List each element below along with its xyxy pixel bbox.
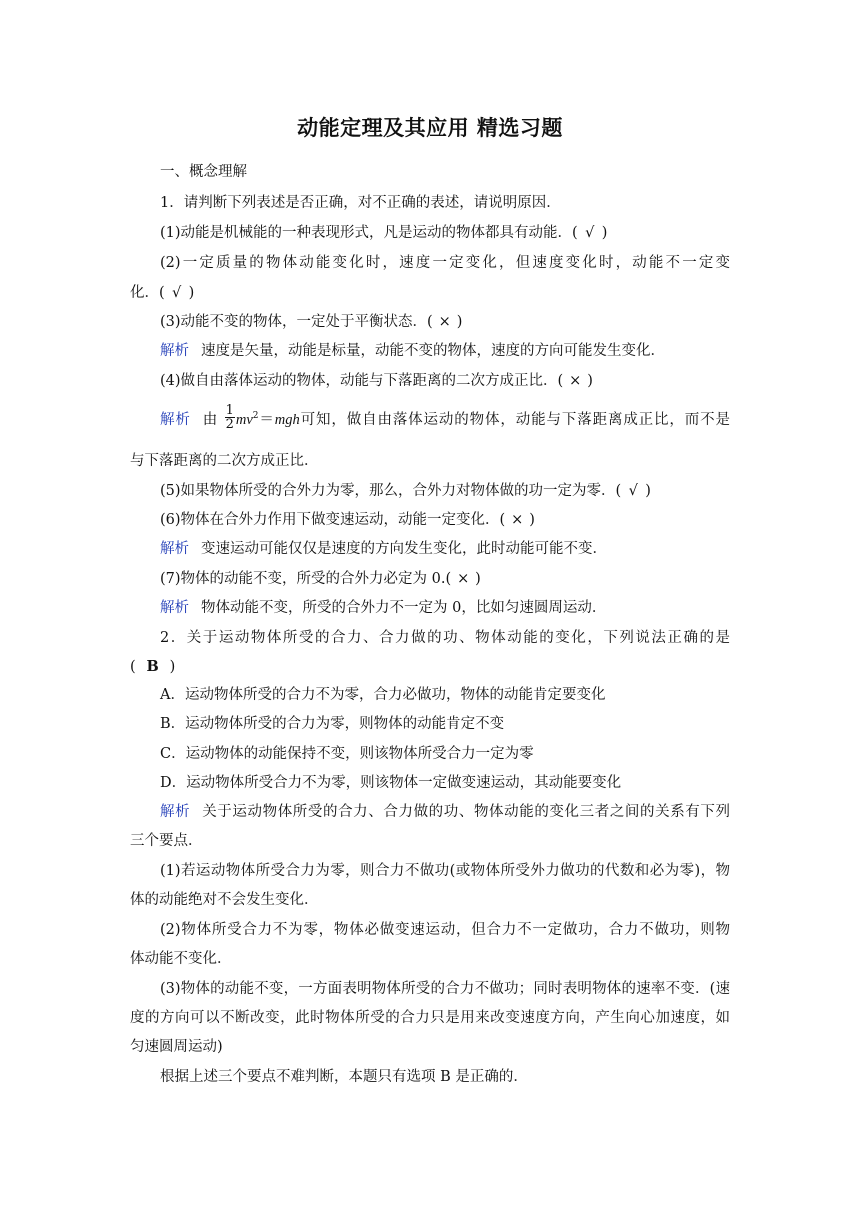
formula-equals: ＝ xyxy=(258,411,275,428)
answer-open-paren: ( xyxy=(130,659,136,675)
page-title: 动能定理及其应用 精选习题 xyxy=(297,116,563,140)
close-paren: ) xyxy=(529,512,535,528)
statement-4-analysis-line-2: 与下落距离的二次方成正比． xyxy=(130,453,319,469)
statement-5-text: (5)如果物体所受的合外力为零，那么，合外力对物体做的功一定为零．( xyxy=(160,483,622,499)
statement-5 xyxy=(160,481,651,501)
answer-choice: B xyxy=(146,658,159,675)
close-paren: ) xyxy=(601,225,608,241)
fraction-denominator: 2 xyxy=(225,417,234,433)
analysis-label: 解析 xyxy=(160,343,189,359)
statement-7 xyxy=(160,569,481,589)
question-2-answer xyxy=(130,657,175,677)
option-d: D．运动物体所受合力不为零，则该物体一定做变速运动，其动能要变化 xyxy=(160,775,622,791)
section-heading: 一、概念理解 xyxy=(160,164,247,180)
point-2-line-1: (2)物体所受合力不为零，物体必做变速运动，但合力不一定做功，合力不做功，则物 xyxy=(160,922,730,938)
statement-1-text: (1)动能是机械能的一种表现形式，凡是运动的物体都具有动能．( xyxy=(160,225,578,241)
analysis-text: 关于运动物体所受的合力、合力做的功、物体动能的变化三者之间的关系有下列 xyxy=(202,804,731,820)
question-2-analysis-line-2: 三个要点． xyxy=(130,833,203,849)
fraction-one-half xyxy=(225,404,235,431)
analysis-text: 速度是矢量，动能是标量，动能不变的物体，速度的方向可能发生变化． xyxy=(201,343,665,359)
statement-5-mark: √ xyxy=(628,483,638,499)
option-b: B．运动物体所受的合力为零，则物体的动能肯定不变 xyxy=(160,716,505,732)
point-3-line-1: (3)物体的动能不变，一方面表明物体所受的合力不做功；同时表明物体的速率不变．(速 xyxy=(160,981,730,997)
statement-4-text: (4)做自由落体运动的物体，动能与下落距离的二次方成正比．( xyxy=(160,373,564,389)
statement-3 xyxy=(160,312,462,332)
statement-1-mark: √ xyxy=(585,225,595,241)
point-3-line-2: 度的方向可以不断改变，此时物体所受的合力只是用来改变速度方向，产生向心加速度，如 xyxy=(130,1010,730,1026)
statement-3-analysis xyxy=(160,341,665,361)
option-a: A．运动物体所受的合力不为零，合力必做功，物体的动能肯定要变化 xyxy=(160,687,606,703)
statement-6-analysis xyxy=(160,539,607,559)
close-paren: ) xyxy=(475,571,481,587)
analysis-pre: 由 xyxy=(202,411,219,428)
statement-7-mark: × xyxy=(457,571,470,587)
analysis-text: 物体动能不变，所受的合外力不一定为 0，比如匀速圆周运动． xyxy=(201,600,607,616)
question-2-stem: 2．关于运动物体所受的合力、合力做的功、物体动能的变化，下列说法正确的是 xyxy=(160,630,730,646)
analysis-text: 变速运动可能仅仅是速度的方向发生变化，此时动能可能不变． xyxy=(201,541,607,557)
close-paren: ) xyxy=(188,285,195,301)
statement-2-mark: √ xyxy=(172,285,182,301)
question-2-analysis-line-1 xyxy=(160,802,730,822)
statement-4-mark: × xyxy=(569,373,582,389)
close-paren: ) xyxy=(645,483,651,499)
analysis-post: 可知，做自由落体运动的物体，动能与下落距离成正比，而不是 xyxy=(299,411,731,428)
fraction-numerator: 1 xyxy=(225,403,234,419)
point-1-line-1: (1)若运动物体所受合力为零，则合力不做功(或物体所受外力做功的代数和必为零)，物 xyxy=(160,863,730,879)
statement-2-line-2 xyxy=(130,283,194,303)
analysis-label: 解析 xyxy=(160,541,189,557)
analysis-label: 解析 xyxy=(160,600,189,616)
statement-6-text: (6)物体在合外力作用下做变速运动，动能一定变化．( xyxy=(160,512,506,528)
analysis-label: 解析 xyxy=(160,804,191,820)
statement-3-text: (3)动能不变的物体，一定处于平衡状态．( xyxy=(160,314,433,330)
answer-close-paren: ) xyxy=(169,659,176,675)
formula-mv: mv xyxy=(235,411,253,428)
close-paren: ) xyxy=(456,314,463,330)
statement-1 xyxy=(160,223,607,243)
close-paren: ) xyxy=(587,373,593,389)
point-1-line-2: 体的动能绝对不会发生变化． xyxy=(130,892,319,908)
question-1-stem: 1．请判断下列表述是否正确，对不正确的表述，请说明原因． xyxy=(160,195,561,211)
formula-exponent: 2 xyxy=(252,411,259,421)
option-c: C．运动物体的动能保持不变，则该物体所受合力一定为零 xyxy=(160,746,534,762)
statement-4 xyxy=(160,371,593,391)
statement-7-text: (7)物体的动能不变，所受的合外力必定为 0.( xyxy=(160,571,452,587)
statement-7-analysis xyxy=(160,598,606,618)
point-3-line-3: 匀速圆周运动) xyxy=(130,1039,223,1055)
statement-2-line-1: (2)一定质量的物体动能变化时，速度一定变化，但速度变化时，动能不一定变 xyxy=(160,255,730,271)
statement-4-analysis xyxy=(160,403,730,433)
statement-6-mark: × xyxy=(511,512,524,528)
point-2-line-2: 体动能不变化． xyxy=(130,951,232,967)
conclusion: 根据上述三个要点不难判断，本题只有选项 B 是正确的． xyxy=(160,1069,528,1085)
formula-mgh: mgh xyxy=(274,411,300,428)
statement-2-text: 化．( xyxy=(130,285,165,301)
statement-3-mark: × xyxy=(438,314,451,330)
statement-6 xyxy=(160,510,535,530)
analysis-label: 解析 xyxy=(160,411,191,428)
